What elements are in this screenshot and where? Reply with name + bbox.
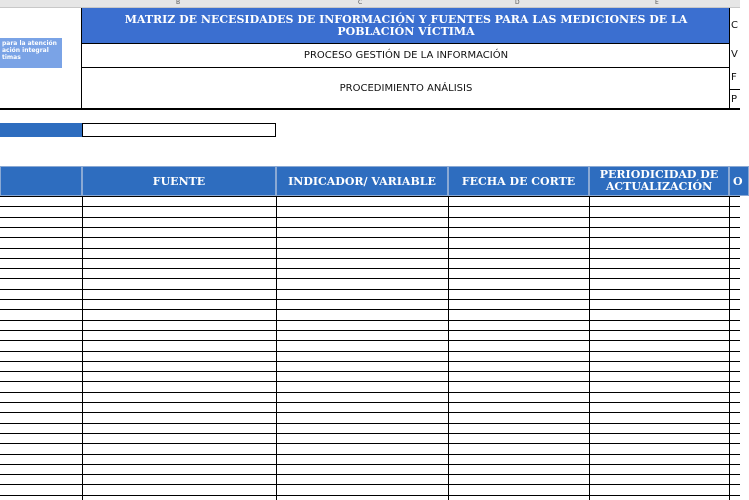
section-input-cell[interactable] — [82, 123, 276, 137]
right-cutoff-p: P — [731, 94, 738, 105]
section-blue-cell[interactable] — [0, 123, 82, 137]
table-row[interactable] — [0, 299, 740, 300]
table-row[interactable] — [0, 258, 740, 259]
procedure-label: PROCEDIMIENTO ANÁLISIS — [339, 82, 473, 94]
table-row[interactable] — [0, 474, 740, 475]
table-row[interactable] — [0, 392, 740, 393]
table-row[interactable] — [0, 289, 740, 290]
table-row[interactable] — [0, 484, 740, 485]
table-row[interactable] — [0, 309, 740, 310]
table-row[interactable] — [0, 196, 740, 197]
table-row[interactable] — [0, 495, 740, 496]
table-header-left[interactable] — [0, 166, 82, 196]
right-cutoff-f: F — [731, 72, 737, 83]
table-row[interactable] — [0, 423, 740, 424]
table-row[interactable] — [0, 412, 740, 413]
table-row[interactable] — [0, 454, 740, 455]
table-row[interactable] — [0, 237, 740, 238]
table-row[interactable] — [0, 248, 740, 249]
table-header-periodicidad[interactable] — [589, 166, 729, 196]
column-header-bar — [0, 0, 740, 8]
logo-text: para la atención ación integral timas — [2, 40, 57, 61]
right-cutoff-v: V — [731, 49, 738, 60]
column-letter-c[interactable]: C — [358, 0, 363, 6]
header-periodicidad-label: PERIODICIDAD DE ACTUALIZACIÓN — [599, 168, 719, 193]
process-cell[interactable] — [82, 43, 730, 67]
table-row[interactable] — [0, 402, 740, 403]
table-header-fecha[interactable] — [448, 166, 589, 196]
table-row[interactable] — [0, 206, 740, 207]
column-letter-d[interactable]: D — [515, 0, 520, 6]
right-cutoff-c: C — [731, 20, 738, 31]
table-column-line — [448, 196, 449, 500]
table-row[interactable] — [0, 433, 740, 434]
table-row[interactable] — [0, 268, 740, 269]
table-column-line — [729, 196, 730, 500]
table-row[interactable] — [0, 361, 740, 362]
header-fuente-label: FUENTE — [152, 174, 206, 188]
table-row[interactable] — [0, 330, 740, 331]
table-row[interactable] — [0, 320, 740, 321]
table-row[interactable] — [0, 464, 740, 465]
table-row[interactable] — [0, 340, 740, 341]
header-fecha-label: FECHA DE CORTE — [461, 174, 576, 188]
table-row[interactable] — [0, 443, 740, 444]
organization-logo — [0, 38, 62, 68]
table-column-line — [589, 196, 590, 500]
table-row[interactable] — [0, 278, 740, 279]
header-right-border — [729, 8, 730, 109]
table-row[interactable] — [0, 371, 740, 372]
table-column-line — [276, 196, 277, 500]
right-cutoff-divider — [729, 89, 740, 90]
header-bottom-border — [0, 108, 740, 110]
column-letter-b[interactable]: B — [176, 0, 181, 6]
matrix-title-cell[interactable] — [82, 8, 730, 43]
table-header-cutoff[interactable] — [729, 166, 749, 196]
table-row[interactable] — [0, 217, 740, 218]
table-row[interactable] — [0, 227, 740, 228]
table-column-line — [82, 196, 83, 500]
process-label: PROCESO GESTIÓN DE LA INFORMACIÓN — [303, 50, 509, 61]
table-row[interactable] — [0, 381, 740, 382]
matrix-title: MATRIZ DE NECESIDADES DE INFORMACIÓN Y FUENTES PARA LAS MEDICIONES DE LA POBLACIÓN VÍCTIMA — [124, 12, 688, 38]
procedure-cell[interactable] — [82, 67, 730, 108]
header-cutoff-label: O — [733, 174, 743, 188]
table-row[interactable] — [0, 351, 740, 352]
column-letter-e[interactable]: E — [655, 0, 659, 6]
header-left-border — [81, 8, 82, 109]
table-header-fuente[interactable] — [82, 166, 276, 196]
table-header-indicador[interactable] — [276, 166, 448, 196]
header-indicador-label: INDICADOR/ VARIABLE — [288, 174, 436, 188]
